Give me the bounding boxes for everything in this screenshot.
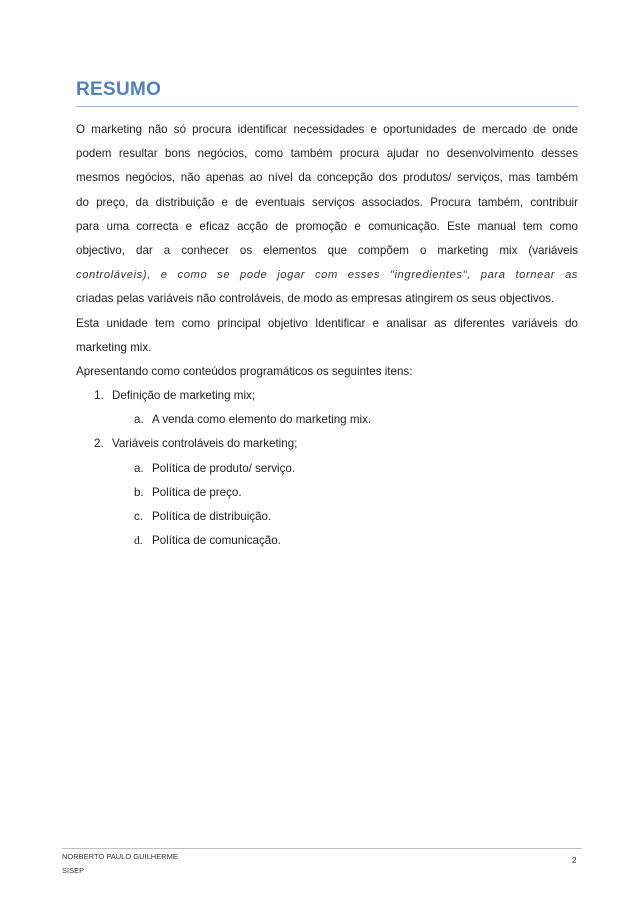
list-item: [76, 481, 578, 505]
paragraph-line: objectivo, dar a conhecer os elementos que compõem o marketing mix (variáveis: [76, 243, 578, 257]
section-heading: RESUMO: [76, 79, 162, 100]
footer-organization: SISEP: [62, 866, 85, 875]
summary-paragraph: [76, 118, 578, 312]
list-item-label: Definição de marketing mix;: [112, 389, 256, 403]
list-marker: c.: [134, 510, 144, 523]
list-item-label: Variáveis controláveis do marketing;: [112, 437, 298, 451]
paragraph-line: para uma correcta e eficaz acção de promoção e comunicação. Este manual tem como: [76, 219, 578, 233]
objective-line: marketing mix.: [76, 340, 152, 354]
list-item: [76, 505, 578, 529]
list-item-label: A venda como elemento do marketing mix.: [152, 413, 372, 427]
paragraph-line: criadas pelas variáveis não controláveis, de modo as empresas atingirem os seus objectivos.: [76, 292, 555, 306]
objective-line: Esta unidade tem como principal objetivo Identificar e analisar as diferentes variáveis do: [76, 316, 578, 330]
intro-line: Apresentando como conteúdos programáticos os seguintes itens:: [76, 364, 413, 378]
list-item-label: Política de preço.: [152, 485, 242, 499]
paragraph-line: do preço, da distribuição e de eventuais serviços associados. Procura também, contribuir: [76, 195, 578, 209]
page-number: 2: [572, 856, 577, 865]
list-item: [76, 384, 578, 408]
footer-author: NORBERTO PAULO GUILHERME: [62, 852, 178, 861]
objective-paragraph: [76, 312, 578, 360]
list-item: [76, 432, 578, 456]
list-marker: d.: [134, 534, 143, 548]
list-item-label: Política de produto/ serviço.: [152, 461, 296, 475]
list-item: [76, 529, 578, 553]
list-marker: 1.: [94, 389, 104, 403]
list-item-label: Política de comunicação.: [152, 534, 281, 548]
list-marker: b.: [134, 485, 144, 499]
paragraph-line: O marketing não só procura identificar necessidades e oportunidades de mercado de onde: [76, 123, 578, 136]
paragraph-line: mesmos negócios, não apenas ao nível da concepção dos produtos/ serviços, mas também: [76, 171, 578, 185]
intro-paragraph: [76, 360, 578, 384]
paragraph-line: controláveis), e como se pode jogar com esses "ingredientes", para tornear as: [76, 269, 578, 282]
footer-divider: [62, 848, 582, 849]
contents-list: [76, 384, 578, 553]
list-item: [76, 408, 578, 432]
list-marker: a.: [134, 461, 144, 475]
paragraph-line: podem resultar bons negócios, como também procura ajudar no desenvolvimento desses: [76, 147, 578, 161]
list-marker: 2.: [94, 437, 104, 451]
list-item: [76, 457, 578, 481]
document-body: [76, 118, 578, 553]
heading-underline: [76, 106, 578, 107]
list-marker: a.: [134, 413, 144, 427]
list-item-label: Política de distribuição.: [152, 510, 272, 523]
